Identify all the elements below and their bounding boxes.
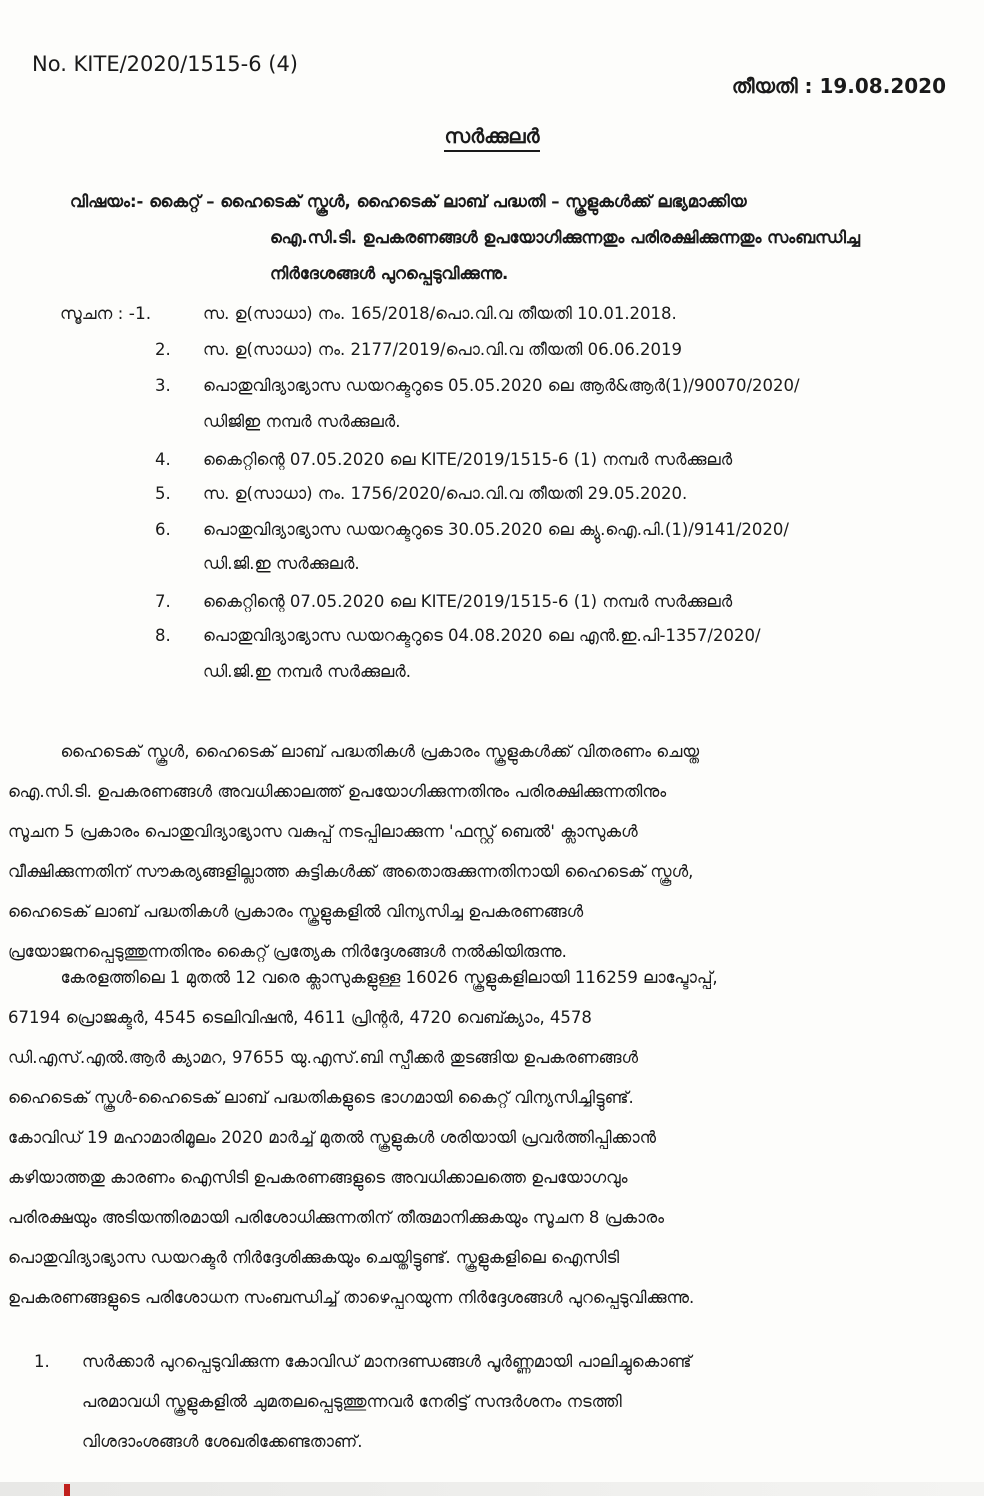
paragraph-line: പരിരക്ഷയും അടിയന്തിരമായി പരിശോധിക്കുന്നതിന് തീരുമാനിക്കുകയും സൂചന 8 പ്രകാരം	[8, 1208, 665, 1227]
reference-text: സ. ഉ(സാധാ) നം. 165/2018/പൊ.വി.വ തീയതി 10.01.2018.	[203, 304, 677, 323]
page-bottom-edge	[0, 1482, 984, 1496]
instruction-number: 1.	[34, 1352, 50, 1371]
reference-number-label: 8.	[155, 626, 171, 645]
paragraph-line: സൂചന 5 പ്രകാരം പൊതുവിദ്യാഭ്യാസ വകുപ്പ് നടപ്പിലാക്കുന്ന 'ഫസ്റ്റ് ബെൽ' ക്ലാസുകൾ	[8, 822, 638, 841]
instruction-line: പരമാവധി സ്കൂളുകളിൽ ചുമതലപ്പെടുത്തുന്നവർ നേരിട്ട് സന്ദർശനം നടത്തി	[82, 1392, 622, 1411]
reference-text: സ. ഉ(സാധാ) നം. 1756/2020/പൊ.വി.വ തീയതി 29.05.2020.	[203, 484, 688, 503]
paragraph-equipment	[8, 958, 970, 1318]
reference-item	[203, 304, 677, 324]
reference-number-label: 4.	[155, 450, 171, 469]
reference-number-label: 5.	[155, 484, 171, 503]
reference-number-label: 6.	[155, 520, 171, 539]
reference-item	[155, 484, 687, 504]
reference-text: പൊതുവിദ്യാഭ്യാസ ഡയറക്ടറുടെ 04.08.2020 ലെ എൻ.ഇ.പി-1357/2020/	[203, 626, 761, 645]
page-title	[0, 124, 984, 148]
reference-text: പൊതുവിദ്യാഭ്യാസ ഡയറക്ടറുടെ 05.05.2020 ലെ ആർ&ആർ(1)/90070/2020/	[203, 376, 800, 395]
paragraph-line: ഹൈടെക് ലാബ് പദ്ധതികൾ പ്രകാരം സ്കൂളുകളിൽ വിന്യസിച്ച ഉപകരണങ്ങൾ	[8, 902, 584, 921]
reference-item	[155, 520, 789, 540]
paragraph-line: കഴിയാത്തതു കാരണം ഐസിടി ഉപകരണങ്ങളുടെ അവധിക്കാലത്തെ ഉപയോഗവും	[8, 1168, 628, 1187]
paragraph-line: വീക്ഷിക്കുന്നതിന് സൗകര്യങ്ങളില്ലാത്ത കുട്ടികൾക്ക് അതൊരുക്കുന്നതിനായി ഹൈടെക് സ്കൂൾ,	[8, 862, 694, 881]
paragraph-line: ഹൈടെക് സ്കൂൾ, ഹൈടെക് ലാബ് പദ്ധതികൾ പ്രകാരം സ്കൂളുകൾക്ക് വിതരണം ചെയ്ത	[8, 742, 700, 761]
red-ink-mark	[64, 1484, 70, 1496]
reference-text: സ. ഉ(സാധാ) നം. 2177/2019/പൊ.വി.വ തീയതി 06.06.2019	[203, 340, 683, 359]
paragraph-intro	[8, 732, 970, 972]
instruction-line: വിശദാംശങ്ങൾ ശേഖരിക്കേണ്ടതാണ്.	[82, 1432, 363, 1451]
paragraph-line: പൊതുവിദ്യാഭ്യാസ ഡയറക്ടർ നിർദ്ദേശിക്കുകയും ചെയ്തിട്ടുണ്ട്. സ്കൂളുകളിലെ ഐസിടി	[8, 1248, 620, 1267]
title-text: സർക്കുലർ	[444, 124, 539, 152]
reference-continuation: ഡിജിഇ നമ്പർ സർക്കുലർ.	[203, 412, 401, 431]
paragraph-line: ഡി.എസ്.എൽ.ആർ ക്യാമറ, 97655 യു.എസ്.ബി സ്പീക്കർ തുടങ്ങിയ ഉപകരണങ്ങൾ	[8, 1048, 639, 1067]
paragraph-line: ഉപകരണങ്ങളുടെ പരിശോധന സംബന്ധിച്ച് താഴെപ്പറയുന്ന നിർദ്ദേശങ്ങൾ പുറപ്പെടുവിക്കുന്നു.	[8, 1288, 695, 1307]
subject-line: ഐ.സി.ടി. ഉപകരണങ്ങൾ ഉപയോഗിക്കുന്നതും പരിരക്ഷിക്കുന്നതും സംബന്ധിച്ച	[270, 228, 861, 247]
reference-number-label: 2.	[155, 340, 171, 359]
paragraph-line: കോവിഡ് 19 മഹാമാരിമൂലം 2020 മാർച്ച് മുതൽ സ്കൂളുകൾ ശരിയായി പ്രവർത്തിപ്പിക്കാൻ	[8, 1128, 657, 1147]
reference-item	[155, 340, 682, 360]
paragraph-line: പ്രയോജനപ്പെടുത്തുന്നതിനും കൈറ്റ് പ്രത്യേക നിർദ്ദേശങ്ങൾ നൽകിയിരുന്നു.	[8, 942, 567, 961]
reference-number: No. KITE/2020/1515-6 (4)	[32, 52, 298, 76]
circular-date: തീയതി : 19.08.2020	[731, 74, 946, 98]
instruction-line: സർക്കാർ പുറപ്പെടുവിക്കുന്ന കോവിഡ് മാനദണ്ഡങ്ങൾ പൂർണ്ണമായി പാലിച്ചുകൊണ്ട്	[82, 1352, 692, 1371]
reference-continuation: ഡി.ജി.ഇ സർക്കുലർ.	[203, 554, 360, 573]
reference-item	[155, 626, 761, 646]
reference-item	[155, 450, 732, 470]
paragraph-line: 67194 പ്രൊജക്ടർ, 4545 ടെലിവിഷൻ, 4611 പ്രിന്റർ, 4720 വെബ്ക്യാം, 4578	[8, 1008, 592, 1027]
subject-line: വിഷയം:- കൈറ്റ് – ഹൈടെക് സ്കൂൾ, ഹൈടെക് ലാബ് പദ്ധതി – സ്കൂളുകൾക്ക് ലഭ്യമാക്കിയ	[70, 192, 747, 211]
references-label: സൂചന : -1.	[60, 304, 152, 324]
reference-text: കൈറ്റിന്റെ 07.05.2020 ലെ KITE/2019/1515-6 (1) നമ്പർ സർക്കുലർ	[203, 592, 733, 611]
reference-number-label: 7.	[155, 592, 171, 611]
paragraph-line: ഐ.സി.ടി. ഉപകരണങ്ങൾ അവധിക്കാലത്ത് ഉപയോഗിക്കുന്നതിനും പരിരക്ഷിക്കുന്നതിനും	[8, 782, 667, 801]
paragraph-line: ഹൈടെക് സ്കൂൾ-ഹൈടെക് ലാബ് പദ്ധതികളുടെ ഭാഗമായി കൈറ്റ് വിന്യസിച്ചിട്ടുണ്ട്.	[8, 1088, 634, 1107]
reference-continuation: ഡി.ജി.ഇ നമ്പർ സർക്കുലർ.	[203, 662, 411, 681]
reference-item	[155, 376, 800, 396]
paragraph-line: കേരളത്തിലെ 1 മുതൽ 12 വരെ ക്ലാസുകളുള്ള 16026 സ്കൂളുകളിലായി 116259 ലാപ്ടോപ്പ്,	[8, 968, 718, 987]
subject-line: നിർദേശങ്ങൾ പുറപ്പെടുവിക്കുന്നു.	[270, 264, 509, 283]
subject-block	[70, 184, 970, 292]
reference-text: പൊതുവിദ്യാഭ്യാസ ഡയറക്ടറുടെ 30.05.2020 ലെ ക്യു.ഐ.പി.(1)/9141/2020/	[203, 520, 789, 539]
reference-item	[155, 592, 732, 612]
instruction-list	[34, 1342, 970, 1462]
reference-number-label: 3.	[155, 376, 171, 395]
reference-text: കൈറ്റിന്റെ 07.05.2020 ലെ KITE/2019/1515-6 (1) നമ്പർ സർക്കുലർ	[203, 450, 733, 469]
